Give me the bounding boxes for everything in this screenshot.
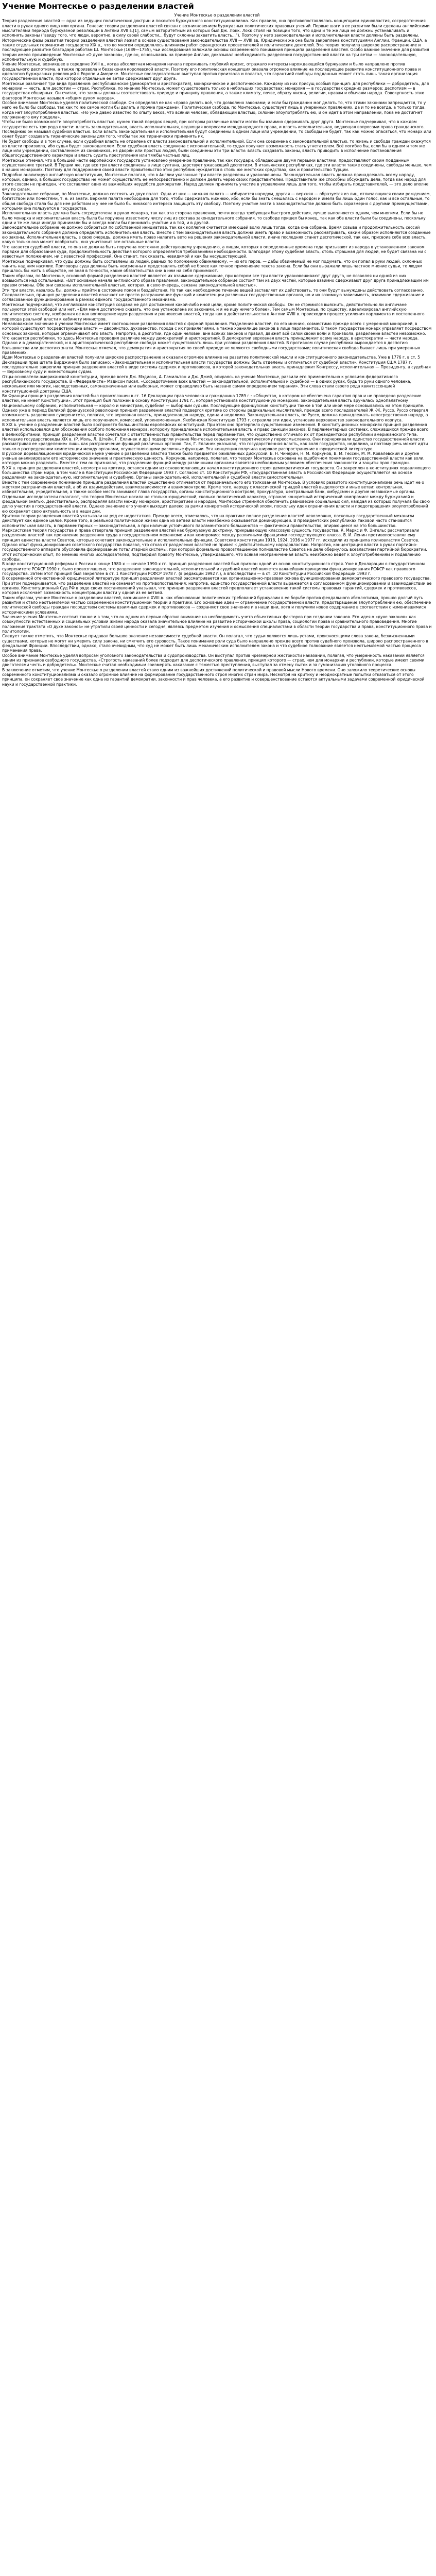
- paragraph: В XIX в. учение о разделении властей было воспринято большинством европейских конституций. При этом оно претерпело существенные изменения. В конституционных монархиях принцип разделения властей использовался для обоснования особого положения монарха, которому принадлежала исполнительная власть и право санкции законов. В парламентарных системах, сложившихся прежде всего в Великобритании, принцип разделения властей сочетался с ответственностью правительства перед парламентом, что существенно отличало их от президентской республики американского типа.: [2, 422, 429, 437]
- paragraph: Чтобы не было возможности злоупотреблять властью, нужен такой порядок вещей, при котором различные власти могли бы взаимно сдерживать друг друга. Монтескье подчеркивал, что в каждом государстве есть три рода власти: власть законодательная, власть исполнительная, ведающая вопросами международного права, и власть исполнительная, ведающая вопросами права гражданского. Последнюю он называл судебной властью. Если власть законодательная и исполнительная будут соединены в одном лице или учреждении, то свободы не будет, так как можно опасаться, что монарх или сенат будет создавать тиранические законы для того, чтобы так же тиранически применять их.: [2, 120, 431, 139]
- article-body: [2, 19, 432, 687]
- paragraph: Марксистская теория государства и права отвергала принцип разделения властей как буржуазную доктрину, прикрывающую классовую сущность государства. К. Маркс и Ф. Энгельс рассматривали разделение властей как проявление разделения труда в государственном механизме и как компромисс между различными фракциями господствующего класса. В. И. Ленин противопоставлял ему принцип единства власти Советов, которые сочетают законодательные и исполнительные функции. Советские конституции 1918, 1924, 1936 и 1977 гг. исходили из принципа полновластия Советов.: [2, 528, 420, 543]
- paragraph: Немаловажное значение в учении Монтескье имеет соотношение разделения властей с формой правления. Разделение властей, по его мнению, совместимо прежде всего с умеренной монархией, в которой существуют посредствующие власти — дворянство, духовенство, города с их привилегиями, а также хранилище законов в лице парламентов. В таком государстве монарх управляет посредством основных законов, которые ограничивают его власть. Напротив, в деспотии, где один человек, вне всяких законов и правил, движет всё силой своей воли и произвола, разделение властей невозможно.: [2, 321, 432, 336]
- paragraph: Значение учения Монтескье состоит также и в том, что он одним из первых обратил внимание на необходимость учета объективных факторов при создании законов. Его идея о «духе законов» как совокупности естественных и социальных условий жизни народа оказала значительное влияние на развитие исторической школы права, социологии права и сравнительного правоведения. Многие положения трактата «О духе законов» не утратили своей ценности и сегодня, являясь предметом изучения и осмысления специалистами в области теории государства и права, конституционного права и политологии.: [2, 614, 432, 634]
- paragraph: В современной отечественной юридической литературе принцип разделения властей рассматривается как организационно-правовая основа функционирования демократического правового государства. При этом подчеркивается, что разделение властей не означает их противопоставления; напротив, единство государственной власти выражается в согласованном функционировании и взаимодействии ее органов. Конституционный Суд РФ в ряде своих постановлений указывал, что принцип разделения властей предполагает установление такой системы правовых гарантий, сдержек и противовесов, которая исключает возможность концентрации власти у одной из ее ветвей.: [2, 576, 432, 596]
- paragraph: Что касается судебной власти, то она не должна быть поручена постоянно действующему учреждению, а лицам, которых в определенные времена года призывают из народа в установленном законом порядке для образования суда, продолжительность действия которого определяется требованиями необходимости. Благодаря этому судебная власть, столь страшная для людей, не будет связана ни с известным положением, ни с известной профессией. Она станет, так сказать, невидимой и как бы несуществующей.: [2, 244, 427, 259]
- paragraph: Таким образом, по Монтескье, основной формой разделения властей является их взаимное сдерживание, при котором все три власти уравновешивают друг друга, не позволяя ни одной из них возвыситься над остальными. «Вот основные начала английского образа правления: законодательное собрание состоит там из двух частей, которые взаимно сдерживают друг друга принадлежащим им правом отмены. Обе они связаны исполнительной властью, которая, в свою очередь, связана законодательной властью».: [2, 273, 429, 288]
- paragraph: Критики теории разделения властей указывали на ряд ее недостатков. Прежде всего, отмечалось, что на практике полное разделение властей невозможно, поскольку государственный механизм действует как единое целое. Кроме того, в реальной политической жизни одна из ветвей власти неизбежно оказывается доминирующей. В президентских республиках таковой часто становится исполнительная власть, в парламентарных — законодательная, а при наличии устойчивого парламентского большинства — фактически правительство, опирающееся на это большинство.: [2, 514, 414, 528]
- paragraph: В заключение отметим, что учение Монтескье о разделении властей стало одним из важнейших достижений политической и правовой мысли Нового времени. Оно заложило теоретические основы современного конституционализма и оказало огромное влияние на формирование государственного строя многих стран мира. Несмотря на критику и неоднократные попытки отказаться от этого принципа, он сохраняет свое значение как одна из гарантий демократии, законности и прав человека, а его развитие и совершенствование остаются актуальными задачами современной юридической науки и государственной практики.: [2, 667, 425, 687]
- paragraph: Что касается республики, то здесь Монтескье проводил различие между демократией и аристократией. В демократии верховная власть принадлежит всему народу, в аристократии — части народа. Однако и в демократической, и в аристократической республике свобода может существовать лишь при условии разделения властей. В противном случае республика вырождается в деспотию большинства или деспотию знати. Монтескье отмечал, что демократия и аристократия по своей природе не являются свободными государствами; политическая свобода бывает лишь при умеренных правлениях.: [2, 335, 421, 355]
- paragraph: Следует также отметить, что Монтескье придавал большое значение независимости судебной власти. Он полагал, что судьи являются лишь устами, произносящими слова закона, безжизненными существами, которые не могут ни умерить силу закона, ни смягчить его суровость. Такое понимание роли суда было направлено прежде всего против судебного произвола, широко распространенного в феодальной Франции. Впоследствии, однако, стало очевидным, что суд не может быть лишь механическим исполнителем закона и что судебное толкование является неотъемлемой частью процесса применения права.: [2, 634, 428, 653]
- paragraph: Исторические фазы развития теории разделения властей лежат в основе существования законодательства XVII — XVIII вв. Юридически же она была закреплена конституциями Англии, Франции, США, а также отдельных германских государств XIX в., что во многом определялось влиянием работ французских просветителей и политических деятелей. Эта теория получила широкое распространение и последующее развитие благодаря работам Ш. Монтескье (1689—1755), чьи исследования заложили основы современного понимания принципа разделения властей. Особо важное значение для развития теории имело произведение Монтескье «О духе законов», где он, основываясь на примере Англии, доказывал необходимость разделения государственной власти на три ветви — законодательную, исполнительную и судебную.: [2, 38, 429, 62]
- paragraph: Подробно анализируя английскую конституцию, Монтескье полагал, что в Англии указанные три власти разделены и уравновешены. Законодательная власть должна принадлежать всему народу, который, однако, в больших государствах не может осуществлять ее непосредственно и должен делать через своих представителей. Представители же способны обсуждать дела, тогда как народ для этого совсем не пригоден, что составляет одно из важнейших неудобств демократии. Народ должен принимать участие в управлении лишь для того, чтобы избирать представителей, — это дело вполне ему по силам.: [2, 172, 429, 192]
- paragraph: Особое внимание Монтескье уделял политической свободе. Он определял ее как «право делать всё, что дозволено законами; и если бы гражданин мог делать то, что этими законами запрещается, то у него не было бы свободы, так как то же самое могли бы делать и прочие граждане». Политическая свобода, по Монтескье, существует лишь в умеренных правлениях, да и то не всегда, а только тогда, когда нет злоупотребления властью. «Но уже давно известно по опыту веков, что всякий человек, обладающий властью, склонен злоупотреблять ею, и он идет в этом направлении, пока не достигнет положенного ему предела».: [2, 100, 426, 120]
- paragraph: Вместе с тем современное понимание принципа разделения властей существенно отличается от первоначального его толкования Монтескье. В условиях развитого конституционализма речь идет не о жестком разграничении властей, а об их взаимодействии, взаимозависимости и взаимоконтроле. Кроме того, наряду с классической триадой властей выделяются и иные ветви: контрольная, избирательная, учредительная, а также особое место занимают глава государства, органы конституционного контроля, прокуратура, центральный банк, омбудсмен и другие независимые органы.: [2, 480, 424, 495]
- paragraph: Отцы-основатели американской конституции, прежде всего Дж. Мэдисон, А. Гамильтон и Дж. Джей, опираясь на учение Монтескье, развили его применительно к условиям федеративного республиканского государства. В «Федералисте» Мэдисон писал: «Сосредоточение всех властей — законодательной, исполнительной и судебной — в одних руках, будь то руки одного человека, нескольких или многих, наследственных, самоназначенных или выборных, может справедливо быть названо самим определением тирании». Эти слова стали своего рода квинтэссенцией конституционной доктрины США.: [2, 374, 411, 394]
- paragraph: Идеи Монтескье о разделении властей получили широкое распространение и оказали огромное влияние на развитие политической мысли и конституционного законодательства. Уже в 1776 г. в ст. 5 Декларации прав штата Вирджиния было записано: «Законодательная и исполнительная власти государства должны быть отделены и отличаться от судебной власти». Конституция США 1787 г. последовательно закрепила принцип разделения властей в виде системы сдержек и противовесов, в которой законодательная власть принадлежит Конгрессу, исполнительная — Президенту, а судебная — Верховному суду и нижестоящим судам.: [2, 355, 431, 375]
- paragraph: Монтескье различает три вида правления: республиканское (демократия и аристократия), монархическое и деспотическое. Каждому из них присущ особый принцип: для республики — добродетель, для монархии — честь, для деспотии — страх. Республика, по мнению Монтескье, может существовать только в небольших государствах; монархия — в государствах средних размеров; деспотизм — в государствах обширных. Он считал, что законы должны соответствовать природе и принципу правления, а также климату, почве, образу жизни, религии, нравам и обычаям народа. Совокупность этих факторов Монтескье называл «общим духом народа».: [2, 81, 429, 100]
- section-subtitle: Учение Монтескье о разделении властей: [174, 13, 260, 18]
- paragraph: В XX в. принцип разделения властей, несмотря на критику, остался одним из основополагающих начал конституционного строя демократических государств. Он закреплен в конституциях подавляющего большинства стран мира, в том числе в Конституции Российской Федерации 1993 г. Согласно ст. 10 Конституции РФ, «государственная власть в Российской Федерации осуществляется на основе разделения на законодательную, исполнительную и судебную. Органы законодательной, исполнительной и судебной власти самостоятельны».: [2, 465, 431, 480]
- paragraph: Законодательное собрание не должно собираться по собственной инициативе, так как коллегия считается имеющей волю лишь тогда, когда она собрана. Время созыва и продолжительность сессий законодательного собрания должна определять исполнительная власть. Вместе с тем законодательная власть должна иметь право и возможность рассматривать, каким образом исполняются созданные ею законы. Исполнительная власть, в свою очередь, должна иметь право налагать вето на решения законодательной власти, иначе последняя станет деспотической, так как, присвоив себе всю власть, какую только она может вообразить, она уничтожит все остальные власти.: [2, 225, 431, 245]
- paragraph: Однако опыт функционирования советского государства показал, что отказ от разделения властей не привел к действительному народовластию. Напротив, концентрация власти в руках партийно-государственного аппарата обусловила формирование тоталитарной системы, при которой формально провозглашенное полновластие Советов на деле обернулось всевластием партийной бюрократии. Этот исторический опыт, по мнению многих исследователей, подтвердил правоту Монтескье, утверждавшего, что всякая неограниченная власть неизбежно ведет к злоупотреблениям и подавлению свободы.: [2, 543, 427, 562]
- paragraph: Однако уже в период Великой французской революции принцип разделения властей подвергся критике со стороны радикальных мыслителей, прежде всего последователей Ж.-Ж. Руссо. Руссо отвергал возможность разделения суверенитета, полагая, что верховная власть, принадлежащая народу, едина и неделима. Законодательная власть, по Руссо, должна принадлежать непосредственно народу, а исполнительная власть является лишь его поручением, комиссией, уполномоченным. Якобинская Конституция 1793 г. отразила эти идеи, установив верховенство законодательного корпуса.: [2, 408, 428, 422]
- paragraph: Во Франции принцип разделения властей был провозглашен в ст. 16 Декларации прав человека и гражданина 1789 г.: «Общество, в котором не обеспечена гарантия прав и не проведено разделение властей, не имеет Конституции». Этот принцип был положен в основу Конституции 1791 г., которая установила конституционную монархию: законодательная власть вручалась однопалатному Национальному собранию, исполнительная — королю и министрам, судебная — выборным судьям. Последующие французские конституции также в той или иной мере основывались на этом принципе.: [2, 393, 425, 408]
- paragraph: Особое внимание Монтескье уделял вопросам уголовного законодательства и судопроизводства. Он выступал против чрезмерной жестокости наказаний, полагая, что умеренность наказаний является одним из признаков свободного государства. «Строгость наказаний более подходит для деспотического правления, принцип которого — страх, чем для монархии и республики, которые имеют своими двигателями честь и добродетель». Монтескье считал необходимым соизмерять наказание с тяжестью преступления, выступал за отмену пыток и за гуманизацию уголовного процесса.: [2, 653, 425, 668]
- paragraph: В русской дореволюционной юридической науке учение о разделении властей также было предметом оживленных дискуссий. Б. Н. Чичерин, Н. М. Коркунов, В. М. Гессен, М. М. Ковалевский и другие ученые анализировали его историческое значение и практическую ценность. Коркунов, например, полагал, что теория Монтескье основана на ошибочном понимании государственной власти как воли, которую можно разделить. Вместе с тем он признавал, что разделение функций между различными органами является необходимым условием обеспечения законности и защиты прав граждан.: [2, 451, 425, 466]
- paragraph: Монтескье подчеркивал, что суды должны быть составлены из людей, равных по положению обвиняемому, — из его пэров, — дабы обвиняемый не мог подумать, что он попал в руки людей, склонных чинить над ним насилие. Приговоры суда должны быть неизменны и представлять собой не более как точное применение текста закона. Если бы они выражали лишь частное мнение судьи, то людям пришлось бы жить в обществе, не зная в точности, какие обязательства они в нем на себя принимают.: [2, 259, 423, 274]
- paragraph: Отдельные исследователи полагают, что теория Монтескье носила не столько юридический, сколько политический характер, отражая конкретный исторический компромисс между буржуазией и феодальной знатью. Действительно, распределяя власти между монархом, аристократией и народом, Монтескье стремился обеспечить равновесие социальных сил, каждая из которых получала бы свою долю участия в государственной власти. Однако значение его учения выходит далеко за рамки конкретной исторической эпохи, поскольку идея ограничения власти и предотвращения злоупотреблений ею сохраняет свою актуальность и в наши дни.: [2, 494, 430, 514]
- paragraph: Монтескье подчеркивал, что английская конституция создана не для достижения какой-либо иной цели, кроме политической свободы. Он не стремился выяснить, действительно ли англичане пользуются этой свободой или нет. «Для меня достаточно сказать, что она установлена их законами, и я не ищу ничего более». Тем самым Монтескье, по существу, идеализировал английскую политическую систему, изображая ее как воплощение идеи разделения и равновесия властей, тогда как в действительности в Англии XVIII в. происходил процесс усиления парламента и постепенного перехода реальной власти к кабинету министров.: [2, 302, 425, 321]
- paragraph: Законодательное собрание, по Монтескье, должно состоять из двух палат. Одна из них — нижняя палата — избирается народом, другая — верхняя — образуется из лиц, отличающихся своим рождением, богатством или почестями, т. е. из знати. Верхняя палата необходима для того, чтобы сдерживать нижнюю, ибо, если бы знать смешалась с народом и имела бы лишь один голос, как и все остальные, то общая свобода стала бы для нее рабством и у нее не было бы никакого интереса защищать эту свободу. Поэтому участие знати в законодательстве должно быть соразмерно с другими преимуществами, которыми она пользуется в государстве.: [2, 192, 431, 211]
- paragraph: Немецкие государствоведы XIX в. (Р. Моль, Л. Штейн, Г. Еллинек и др.) подвергли учение Монтескье серьезному теоретическому переосмыслению. Они подчеркивали единство государственной власти, рассматривая ее «разделение» лишь как разграничение функций различных органов. Так, Г. Еллинек указывал, что государственная власть, как воля государства, неделима, и поэтому речь может идти только о распределении компетенции между органами, осуществляющими различные функции. Эта концепция получила широкое распространение в юридической литературе.: [2, 436, 428, 451]
- page-title: Учение Монтескье о разделении властей: [2, 2, 194, 11]
- paragraph: Монтескье отмечал, что в большей части европейских государств установлено умеренное правление, так как государи, обладающие двумя первыми властями, предоставляют своим подданным осуществление третьей. В Турции же, где все три власти соединены в лице султана, царствует ужасающий деспотизм. В итальянских республиках, где эти власти также соединены, свободы меньше, чем в наших монархиях. Поэтому для поддержания своей власти правительство этих республик нуждается в столь же жестоких средствах, как и правительство Турции.: [2, 158, 432, 173]
- paragraph: В ходе конституционной реформы в России в конце 1980-х — начале 1990-х гг. принцип разделения властей был признан одной из основ конституционного строя. Уже в Декларации о государственном суверенитете РСФСР 1990 г. было провозглашено, что разделение законодательной, исполнительной и судебной властей является важнейшим принципом функционирования РСФСР как правового государства. Затем этот принцип был закреплен в ст. 1 Конституции РСФСР 1978 г. (в редакции 1992 г.), а впоследствии — в ст. 10 Конституции Российской Федерации 1993 г.: [2, 562, 425, 577]
- paragraph: Эти три власти, казалось бы, должны прийти в состояние покоя и бездействия. Но так как необходимое течение вещей заставляет их действовать, то они будут вынуждены действовать согласованно. Следовательно, принцип разделения властей означает не просто разграничение функций и компетенции различных государственных органов, но и их взаимную зависимость, взаимное сдерживание и согласованное функционирование в рамках единого государственного механизма.: [2, 287, 425, 302]
- paragraph: Теория разделения властей — одна из ведущих политических доктрин и покоится буржуазного конституционализма. Как правило, она противопоставлялась концепциям единовластия, сосредоточения власти в руках одного лица или органа. Генезис теории разделения властей связан с возникновением буржуазных политических правовых учений. Первые шаги в ее развитии были сделаны английскими мыслителями периода буржуазной революции в Англии XVII в.[1], самым авторитетным из которых был Дж. Локк. Локк стоял на позиции того, что одни и те же лица не должны устанавливать и исполнять законы ("ввиду того, что люди, вероятно, в силу своей слабости... будут склонны захватить власть..."). Поэтому у него законодательная и исполнительная власти должны быть разделены.: [2, 19, 430, 38]
- paragraph: Не будет свободы и в том случае, если судебная власть не отделена от власти законодательной и исполнительной. Если она соединена с законодательной властью, то жизнь и свобода граждан окажутся во власти произвола, ибо судья будет законодателем. Если судебная власть соединена с исполнительной, то судья получает возможность стать угнетателем. Всё погибло бы, если бы в одном и том же лице или учреждении, составленном из сановников, из дворян или простых людей, были соединены эти три власти: власть создавать законы, власть приводить в исполнение постановления общегосударственного характера и власть судить преступления или тяжбы частных лиц.: [2, 139, 431, 158]
- paragraph: Учение Монтескье, возникшее в середине XVIII в., когда абсолютная монархия начала переживать глубокий кризис, отражало интересы нарождающейся буржуазии и было направлено против феодального деспотизма, а также произвола и беззакония королевской власти. Поэтому его политическая концепция оказала огромное влияние на последующее развитие конституционного права и идеологию буржуазных революций в Европе и Америке. Монтескье последовательно выступал против произвола и полагал, что гарантией свободы подданных может стать лишь такая организация государственной власти, при которой отдельные ее ветви сдерживают друг друга.: [2, 62, 421, 81]
- document-page: [0, 0, 436, 687]
- paragraph: Таким образом, учение Монтескье о разделении властей, возникшее в XVIII в. как обоснование политических требований буржуазии в ее борьбе против феодального абсолютизма, прошло долгий путь развития и стало неотъемлемой частью современной конституционной теории и практики. Его основные идеи — ограничение государственной власти, предотвращение злоупотреблений ею, обеспечение политической свободы граждан посредством системы взаимных сдержек и противовесов — сохраняют свое значение и в наши дни, хотя и получили новое содержание в соответствии с изменившимися историческими условиями.: [2, 595, 431, 615]
- paragraph: Исполнительная власть должна быть сосредоточена в руках монарха, так как эта сторона правления, почти всегда требующая быстрого действия, лучше выполняется одним, чем многими. Если бы не было монарха и исполнительная власть была бы поручена известному числу лиц из состава законодательного собрания, то свободе пришел бы конец, так как обе власти были бы соединены, поскольку одни и те же лица иногда принимали бы и всегда могли бы принимать участие и в той, и в другой.: [2, 211, 426, 226]
